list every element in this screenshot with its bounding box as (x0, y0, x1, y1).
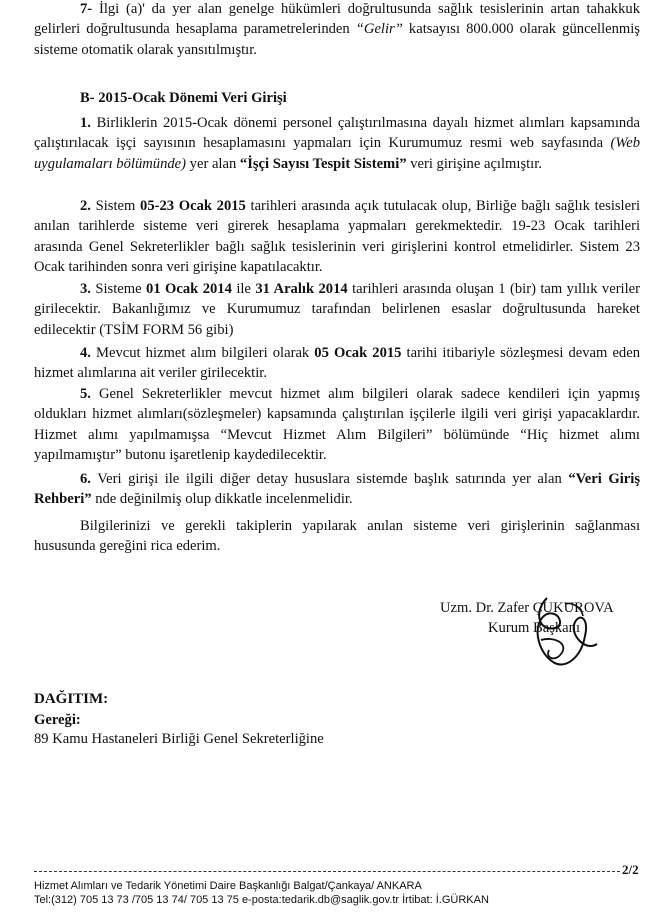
item-2: 2. Sistem 05-23 Ocak 2015 tarihleri arasında açık tutulacak olup, Birliğe bağlı sağlık tesisleri anılan tarihlerde sisteme veri girerek hesaplama yapmaları gerekmektedir. 19-23 Ocak tarihleri arasında Genel Sekreterlikler bağlı sağlık tesislerinin veri girişlerini kontrol etmelidirler. Sistem 23 Ocak tarihinden sonra veri girişine kapatılacaktır. (34, 198, 641, 275)
paragraph-7: 7- İlgi (a)' da yer alan genelge hükümleri doğrultusunda sağlık tesislerinin artan tahakkuk gelirleri doğrultusunda hesaplama parametrelerinden “Gelir” katsayısı 800.000 olarak güncellenmiş sisteme otomatik olarak yansıtılmıştır. (34, 1, 640, 58)
footer-address: Hizmet Alımları ve Tedarik Yönetimi Daire Başkanlığı Balgat/Çankaya/ ANKARA (34, 880, 422, 892)
distribution-subtitle: Gereği: (34, 712, 81, 728)
footer-contact: Tel:(312) 705 13 73 /705 13 74/ 705 13 75 e-posta:tedarik.db@saglik.gov.tr İrtibat: İ.GÜRKAN (34, 894, 489, 906)
footer-divider (34, 871, 620, 872)
page-number: 2/2 (622, 862, 639, 877)
paragraph-7-number: 7- (80, 1, 93, 17)
closing-paragraph: Bilgilerinizi ve gerekli takiplerin yapılarak anılan sisteme veri girişlerinin sağlanması hususunda gereğini rica ederim. (34, 518, 640, 555)
item-6: 6. Veri girişi ile ilgili diğer detay hususlara sistemde başlık satırında yer alan “Veri Giriş Rehberi” nde değinilmiş olup dikkatle incelenmelidir. (34, 471, 640, 508)
item-1: 1. Birliklerin 2015-Ocak dönemi personel çalıştırılmasına dayalı hizmet alımları kapsamında çalıştırılacak işçi sayısının hesaplamasını yapmaları için Kurumumuz resmi web sayfasında (Web uygulamaları bölümünde) yer alan “İşçi Sayısı Tespit Sistemi” veri girişine açılmıştır. (34, 115, 640, 172)
signatory-name: Uzm. Dr. Zafer ÇUKUROVA (440, 600, 614, 616)
section-b-heading: B- 2015-Ocak Dönemi Veri Girişi (80, 90, 287, 106)
item-3: 3. Sisteme 01 Ocak 2014 ile 31 Aralık 2014 tarihleri arasında oluşan 1 (bir) tam yıllık veriler girilecektir. Bakanlığımız ve Kurumumuz tarafından belirlenen esaslar doğrultusunda hareket edilecektir (TSİM FORM 56 gibi) (34, 281, 641, 338)
item-5: 5. Genel Sekreterlikler mevcut hizmet alım bilgileri olarak sadece kendileri için yapmış oldukları hizmet alımları(sözleşmeler) kapsamında çalıştırılan işçilerle ilgili veri girişi yapacaklardır. Hizmet alımı yapılmamışsa “Mevcut Hizmet Alım Bilgileri” bölümünde “Hiç hizmet alımı yapılmamıştır” butonu işaretlenip kaydedilecektir. (34, 386, 640, 463)
signatory-title: Kurum Başkanı (488, 620, 581, 636)
distribution-item: 89 Kamu Hastaneleri Birliği Genel Sekreterliğine (34, 731, 324, 747)
distribution-title: DAĞITIM: (34, 691, 109, 707)
handwritten-signature (525, 592, 605, 682)
item-4: 4. Mevcut hizmet alım bilgileri olarak 05 Ocak 2015 tarihi itibariyle sözleşmesi devam eden hizmet alımlarına ait veriler girilecektir. (34, 345, 640, 382)
